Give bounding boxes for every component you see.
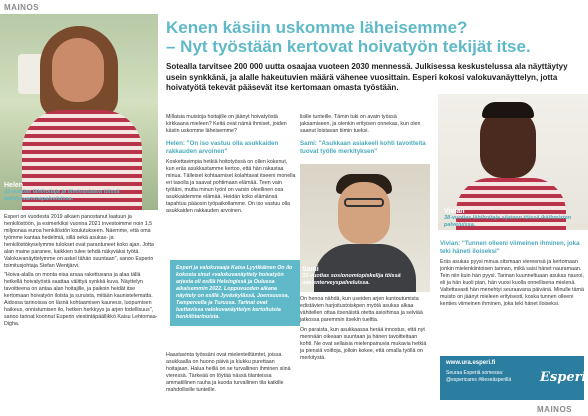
sami-face [338,182,390,244]
footer-social-line2: @espericares #ilieseäsperillä [446,376,512,383]
column-1-text [4,214,158,328]
footer-url[interactable]: www.ura.esperi.fi [446,360,496,366]
column-3-paragraph-1: lisille tunteille. Tämin tuki on avain työssä jaksamiseen, ja olenkin erityisen onnekas, kun olen saanut loistavan tiimin tueksi. [300,114,421,134]
column-2-intro: Millaisia muistoja hoitajille on jäänyt hoivatyöstä kirkkaana mieleen? Keitä ovat nämä ihmiset, joiden käsiin uskomme läheisemme? [166,114,287,134]
helen-photo [0,14,158,210]
vivian-name: Vivian [444,208,465,215]
column-1-paragraph-2: "Hoiva-alalla on monta eisa arsaa rakettuvana ja alaa tällä hetkellä hoivatyöstä saattaa välittyä synkkä kuva. Näyttelyn tavoitteena on antaa alan hoitajille, ja paikoin heidät itse kertomaan hoivatyön iloista ja suruista, mitään kaunistelematta. Aidossa tarinoissa on läsnä kohtaamisen kauneus, luopumisen haikeus, onnistumisen ilo, hetken herkkyys ja arjen todellisuus", sanoo tarinat koonnut Esperin viestintäpäällikkö Kaisu Lehtomaa-Digha. [4,272,158,327]
vivian-hair [482,102,534,118]
column-3-paragraph-3: On paraista, kun asukkaassa herää innostus, että nyt mennään oikeaan suuntaan ja hänen tavoitteitaan kohti. Ne ovat sellaisia mielenpainuvia mukavia hetkiä ja piensiä voittoja, jolloin kokee, että omalla työllä on merkitystä. [300,327,427,361]
headline-line2: – Nyt työstään kertovat hoivatyön tekijät itse. [166,37,531,56]
column-2-paragraph-2: Koskettavimpia hetkiä hoitotyössä on ollen kokenut, kun eräs asukkastamme kertoo, että hän rakastaa minua. Tälleiset kohtaamiset kolahtavat itseeni monella eri tasolla ja saavat pohtimaan elämää. Teen vain työtäni, mutta minun työni on varsin oleellinen osa asukkaidemme elämää. Heidän koko elämänsä tapahtuu pääosin työpaikollamme. On iso vastuu olla asukkaiden rakkauden arvoinen. [166,159,296,214]
footer-social-line1: Seuraa Esperiä somessa: [446,370,504,376]
footer-box [440,356,587,400]
column-3-paragraph-2: On henoa nähdä, kun useiden arjen kuntoutumista edistävien harjoitustoiskpen myötä asukas alkaa vähitellen ottaa itsenäistä otetta asioihinsa ja selviää jatkossa paremmin itsekin tueltta. [300,296,423,323]
vivian-quote-heading: Vivian: "Tunnen olleeni viimeinen ihminen, joka teki häneti iloiseksi" [440,240,580,255]
column-3-text [300,114,428,156]
lead-paragraph: Sotealla tarvitsee 200 000 uutta osaajaa vuoteen 2030 mennessä. Julkisessa keskustelussa ala näyttäytyy usein synkkänä, ja alalle hakeutuvien määrä vähenee vuosittain. Esperi kokosi valokuvanäyttelyn, jotta hoivatyötä tekevät pääsevät itse kertomaan omasta työstään. [166,62,568,92]
column-3-lower [300,296,430,362]
helen-role: 33-vuotias lähihoitaja ja tiimivastaava töissä kehitysvammapalveluissa. [4,189,120,202]
vivian-caption [444,208,584,229]
ad-label-bottom: MAINOS [537,405,572,414]
sami-role: 33-vuotias sosionomiopiskelija töissä mielenterveyspalveluissa. [302,273,401,286]
column-4-text [440,240,584,308]
esperi-logo: Esperi [540,370,587,385]
column-2-text [166,114,296,215]
helen-caption [4,182,154,203]
headline-line1: Kenen käsiin uskomme läheisemme? [166,18,468,37]
column-1-paragraph-1: Esperi on vuodesta 2019 alkaen panostanut laatuun ja henkilöstöön, ja esimerkiksi vuonna 2021 investoimme noin 1,5 miljoonaa euroa henkilöstön koulutukseen. Näemme, että oma työmme kantaa hedelmiä, sillä sekä asukas- ja henkilöstökyselymme tulokset ovat parantuneet koko ajan. Jotta alan maine paranee, kaikkien tulee tehdä näkyväksi työtä. Valokuvanäyttelymme on askel tähän suuntaan", sanoo Esperin toimitusjohtaja Stefan Wentjärvi. [4,214,154,269]
sami-quote-heading: Sami: "Asukkaan asiakeeli kohti tavoitteita tuovat työlle merkityksen" [300,140,426,155]
headline [166,18,586,56]
exhibition-quote-box: Esperi ja valokuvaaja Kaisa Lyytikäinen On ilo kokosta sinut «valokuvanäyttely hoivatyön arjesta oli esillä Helsingissä ja Oulussa aikaisemmin 2022. Loppuvuoden aikana näyttely on esillä Jyväskylässä, Joensuussa, Tampereella ja Turussa. Tarinat ovat luettavissa valokuvanäyttelyn kertoituista henkilötarinoista. [170,260,300,326]
ad-label-top: MAINOS [4,3,39,12]
helen-face [52,38,104,102]
sami-glasses [344,198,384,207]
helen-name: Helen [4,182,24,189]
helen-quote-heading: Helen: "On iso vastuu olla asukkaiden rakkauden arvoinen" [166,140,279,155]
sami-caption [302,266,428,287]
column-2-paragraph-3: Haastavinta työssäni ovat mielenteiltämtet, joissa asukkaalla on huono päivä ja kiukku purettaan hoitajaan. Halua heillä on se turvallinen ihminen siinä vieressä. Tärkeää on löytää nässä tilanteissa ammatillinen rauha ja kuoda turvallinen tila kaikille mahdollisille tunteille. [166,352,291,393]
vivian-role: 38-vuotias lähihoitaja sijainen töissä ikäihmisten palveluissa. [444,215,572,228]
footer-social [446,370,536,383]
sami-name: Sami [302,266,319,273]
column-4-paragraph: Eräs asukas pyysi minua sitsmaan viereensä ja kertomaan jonkin mielenkiintoisen tarinan, mikä saisi hänet nauramaan. Tein niin kuin hän pyysi. Tarinan kuunneltuaan asukas nauroi, eli ja hän kuoli pian, hän vuosi kuolla onnellisena mielenä. Valtettavasti hän menehtyi seuraavana päivänä. Minulle tämä muisto on jäänyt mieleen erityisesti, koska tunnen olleeni kenties viimeinen ihminen, joka teki hänet iloiseksi. [440,259,584,307]
vivian-face [480,108,536,178]
